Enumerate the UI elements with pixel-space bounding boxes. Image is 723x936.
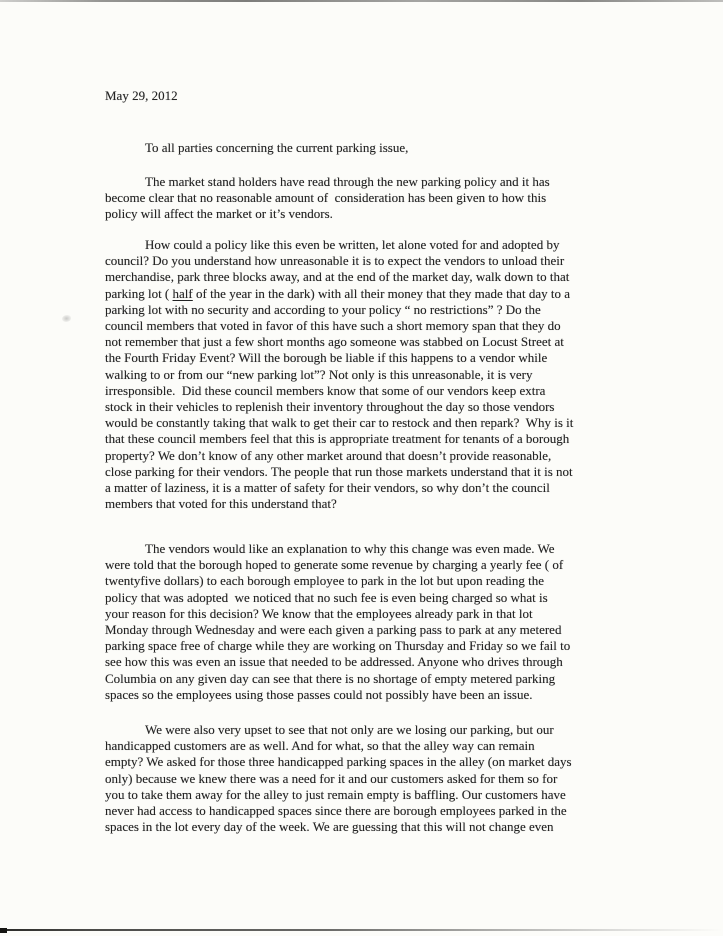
letter-paragraph-1 [105,174,650,223]
scan-edge-top [0,0,723,2]
letter-paragraph-3 [105,541,650,703]
underlined-word: half [172,285,193,301]
letter-line: merchandise, park three blocks away, and at the end of the market day, walk down to that [105,269,570,285]
letter-line: The vendors would like an explanation to why this change was even made. We [145,541,555,556]
letter-paragraph-4 [105,722,650,835]
letter-line: How could a policy like this even be written, let alone voted for and adopted by [145,237,560,252]
letter-line: Columbia on any given day can see that there is no shortage of empty metered parking [105,670,556,686]
scan-corner-speck [0,928,7,933]
letter-line: you to take them away for the alley to just remain empty is baffling. Our customers have [105,786,566,802]
letter-line: council? Do you understand how unreasonable it is to expect the vendors to unload their [105,253,565,269]
letter-line: members that voted for this understand that? [105,496,337,512]
letter-date-text: May 29, 2012 [105,88,178,103]
letter-line [105,286,650,302]
letter-paragraph-2 [105,237,650,512]
letter-line: property? We don’t know of any other market around that doesn’t provide reasonable, [105,447,552,463]
letter-line: parking space free of charge while they are working on Thursday and Friday so we fail to [105,638,571,654]
letter-line: empty? We asked for those three handicapped parking spaces in the alley (on market days [105,754,572,770]
letter-line: We were also very upset to see that not only are we losing our parking, but our [145,722,554,737]
letter-line: not remember that just a few short months ago someone was stabbed on Locust Street at [105,334,564,350]
letter-line: The market stand holders have read through the new parking policy and it has [145,174,550,189]
letter-salutation-text: To all parties concerning the current parking issue, [145,140,409,155]
letter-line: your reason for this decision? We know that the employees already park in that lot [105,605,533,621]
letter-line: policy will affect the market or it’s vendors. [105,206,333,222]
letter-line: parking lot with no security and according to your policy “ no restrictions” ? Do the [105,301,541,317]
letter-line: handicapped customers are as well. And for what, so that the alley way can remain [105,738,535,754]
letter-line: Monday through Wednesday and were each given a parking pass to park at any metered [105,622,562,638]
letter-line: spaces in the lot every day of the week. We are guessing that this will not change even [105,819,554,835]
letter-line: that these council members feel that this is appropriate treatment for tenants of a borough [105,431,570,447]
letter-line: become clear that no reasonable amount of consideration has been given to how this [105,190,547,206]
scan-edge-bottom [0,929,723,931]
letter-line: a matter of laziness, it is a matter of safety for their vendors, so why don’t the council [105,480,550,496]
letter-line: would be constantly taking that walk to get their car to restock and then repark? Why is it [105,415,574,431]
letter-line: spaces so the employees using those passes could not possibly have been an issue. [105,686,533,702]
letter-line: see how this was even an issue that needed to be addressed. Anyone who drives through [105,654,563,670]
letter-line: only) because we knew there was a need for it and our customers asked for them so for [105,770,558,786]
letter-salutation [105,140,650,156]
letter-line: twentyfive dollars) to each borough employee to park in the lot but upon reading the [105,573,544,589]
letter-line-segment: parking lot ( [105,285,173,301]
letter-line: never had access to handicapped spaces since there are borough employees parked in the [105,803,567,819]
letter-line: irresponsible. Did these council members know that some of our vendors keep extra [105,382,546,398]
letter-line: walking to or from our “new parking lot”? Not only is this unreasonable, it is very [105,366,533,382]
letter-line: close parking for their vendors. The people that run those markets understand that it is not [105,463,573,479]
letter-line: were told that the borough hoped to generate some revenue by charging a yearly fee ( of [105,557,564,573]
letter-line: policy that was adopted we noticed that no such fee is even being charged so what is [105,589,548,605]
letter-line-segment: of the year in the dark) with all their money that they made that day to a [192,285,570,301]
letter-line: council members that voted in favor of this have such a short memory span that they do [105,318,561,334]
letter-line: the Fourth Friday Event? Will the borough be liable if this happens to a vendor while [105,350,548,366]
pencil-smudge-mark [62,315,71,322]
letter-date [105,88,650,104]
letter-line: stock in their vehicles to replenish their inventory throughout the day so those vendors [105,399,555,415]
